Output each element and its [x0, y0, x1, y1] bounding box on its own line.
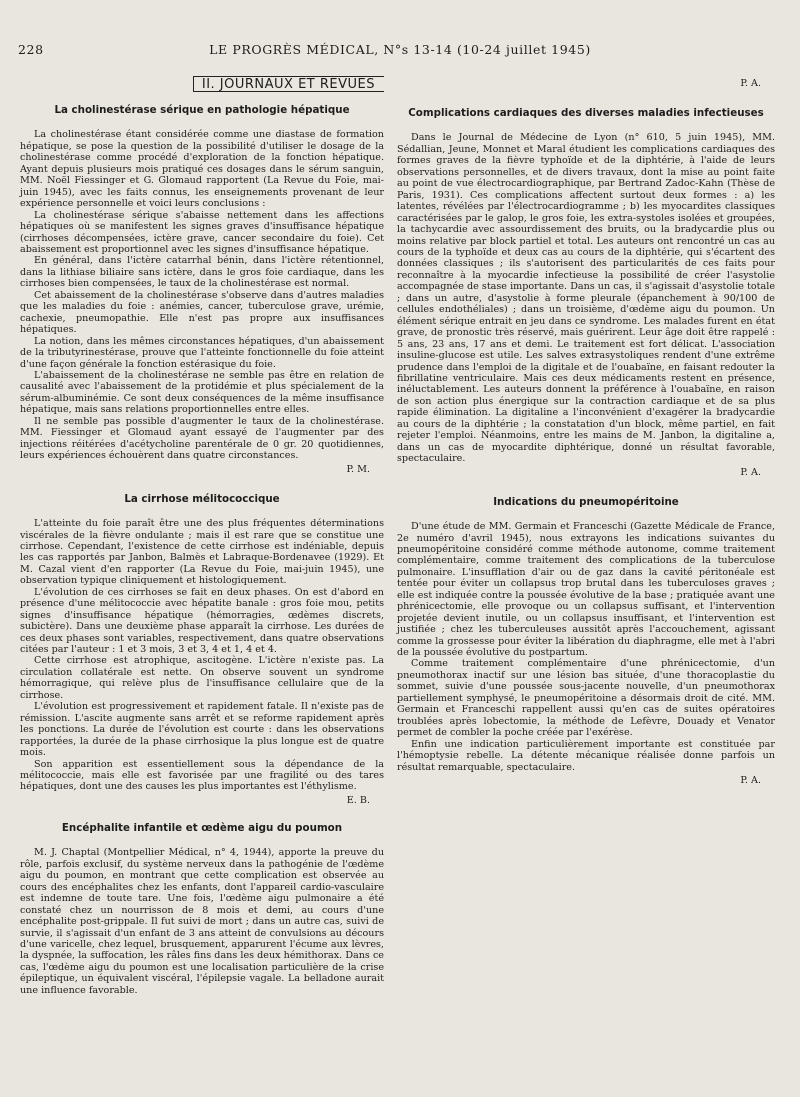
- article-complications-cardiaques: [397, 107, 775, 478]
- paragraph: La cholinestérase sérique s'abaisse nettement dans les affections hépatiques où se manifestent les signes graves d'insuffisance hépatique (cirrhoses décompensées, ictère grave, cancer secondaire du foie). Cet abaissement est proportionnel avec les signes d'insuffisance hépatique.: [20, 209, 384, 255]
- paragraph: Cet abaissement de la cholinestérase s'observe dans d'autres maladies que les maladies du foie : anémies, cancer, tuberculose grave, urémie, cachexie, pneumopathie. Elle n'est pas propre aux insuffisances hépatiques.: [20, 289, 384, 336]
- paragraph: Cette cirrhose est atrophique, ascitogène. L'ictère n'existe pas. La circulation collatérale est nette. On observe souvent un syndrome hémorragique, qui relève plus de l'insuffisance cellulaire que de la cirrhose.: [20, 655, 384, 701]
- article-cholinesterase: [20, 104, 384, 475]
- author-signature: P. A.: [740, 466, 761, 478]
- left-column: [20, 76, 384, 996]
- article-encephalite: [20, 822, 384, 996]
- page-number: 228: [18, 42, 44, 57]
- paragraph: M. J. Chaptal (Montpellier Médical, n° 4, 1944), apporte la preuve du rôle, parfois exclusif, du système nerveux dans la pathogénie de l'œdème aigu du poumon, en montrant que cette complication est observée au cours des encéphalites chez les enfants, dont l'appareil cardio-vasculaire est indemne de toute tare. Une fois, l'œdème aigu pulmonaire a été constaté chez un nourrisson de 8 mois et demi, au cours d'une encéphalite post-grippale. Il fut suivi de mort ; dans un autre cas, suivi de survie, il s'agissait d'un enfant de 3 ans atteint de convulsions au décours d'une varicelle, chez lequel, brusquement, apparurent l'écume aux lèvres, la dyspnée, la suffocation, les râles fins dans les deux hémithorax. Dans ce cas, l'œdème aigu du poumon est une localisation particulière de la crise épileptique, un équivalent viscéral, l'épilepsie vagale. La belladone aurait une influence favorable.: [20, 847, 384, 996]
- article-cirrhose: [20, 493, 384, 806]
- right-column: [397, 76, 775, 786]
- paragraph: La cholinestérase étant considérée comme une diastase de formation hépatique, se pose la question de la possibilité d'utiliser le dosage de la cholinestérase comme procédé d'exploration de la fonction hépatique. Ayant depuis plusieurs mois pratiqué ces dosages dans le sérum sanguin, MM. Noël Fiessinger et G. Glomaud rapportent (La Revue du Foie, mai-juin 1945), avec les faits connus, les enseignements provenant de leur expérience personnelle et voici leurs conclusions :: [20, 129, 384, 210]
- author-signature: P. M.: [346, 463, 370, 475]
- paragraph: Dans le Journal de Médecine de Lyon (n° 610, 5 juin 1945), MM. Sédallian, Jeune, Monnet et Maral étudient les complications cardiaques des formes graves de la fièvre typhoïde et de la diphtérie, à l'aide de leurs observations personnelles, et de divers travaux, dont la mise au point faite au point de vue électrocardiographique, par Bertrand Zadoc-Kahn (Thèse de Paris, 1931). Ces complications affectent surtout deux formes : a) les latentes, révélées par l'électrocardiogramme ; b) les myocardites classiques caractérisées par le galop, le gros foie, les extra-systoles isolées et groupées, la tachycardie avec assourdissement des bruits, ou la bradycardie plus ou moins relative par block partiel et total. Les auteurs ont rencontré un cas au cours de la typhoïde et deux cas au cours de la diphtérie, qui s'écartent des données classiques ; ils s'autorisent des particularités de ces faits pour reconnaître à la myocardie infectieuse la possibilité de créer l'asystolie accompagnée de stase importante. Dans un cas, il s'agissait d'asystolie totale ; dans un autre, d'asystolie à forme pleurale (épanchement à 90/100 de cellules endothéliales) ; dans un troisième, d'œdème aigu du poumon. Un élément sérique entrait en jeu dans ce syndrome. Les malades furent en état grave, de pronostic très réservé, mais guérirent. Leur âge doit être rappelé : 5 ans, 23 ans, 17 ans et demi. Le traitement est fort délicat. L'association insuline-glucose est utile. Les salves extrasystoliques rendent d'une extrême prudence dans l'emploi de la digitale et de l'ouabaïne, en faisant redouter la fibrillatine ventriculaire. Mais ces deux médicaments restent en présence, inéluctablement. Les auteurs donnent la préférence à l'ouabaïne, en raison de son action plus énergique sur la contraction cardiaque et de sa plus rapide élimination. La digitaline a l'inconvénient d'exagérer la bradycardie au cours de la diphtérie ; la constatation d'un block, même partiel, en fait rejeter l'emploi. Néanmoins, entre les mains de M. Janbon, la digitaline a, dans un cas de myocardite diphtérique, donné un résultat favorable, spectaculaire.: [397, 132, 775, 465]
- paragraph: Comme traitement complémentaire d'une phrénicectomie, d'un pneumothorax inactif sur une lésion bas située, d'une thoracoplastie du sommet, suivie d'une poussée sous-jacente nouvelle, d'un pneumothorax partiellement symphysé, le pneumopéritoine a désormais droit de cité. MM. Germain et Franceschi rappellent aussi qu'en cas de suites opératoires troublées après lobectomie, la méthode de Lefèvre, Douady et Venator permet de combler la poche créée par l'exérèse.: [397, 658, 775, 739]
- article-title: Indications du pneumopéritoine: [493, 496, 679, 509]
- running-title: LE PROGRÈS MÉDICAL, N°s 13-14 (10-24 juillet 1945): [209, 42, 591, 57]
- paragraph: Son apparition est essentiellement sous la dépendance de la mélitococcie, mais elle est favorisée par une fragilité ou des tares hépatiques, dont une des causes les plus importantes est l'éthylisme.: [20, 758, 384, 793]
- author-signature: P. A.: [740, 775, 761, 787]
- section-heading: II. JOURNAUX ET REVUES: [193, 76, 384, 92]
- article-title: Complications cardiaques des diverses maladies infectieuses: [408, 107, 764, 120]
- paragraph: Il ne semble pas possible d'augmenter le taux de la cholinestérase. MM. Fiessinger et Glomaud ayant essayé de l'augmenter par des injections réitérées d'acétycholine parentérale de 0 gr. 20 quotidiennes, leurs expériences échouèrent dans quatre circonstances.: [20, 415, 384, 462]
- paragraph: L'évolution est progressivement et rapidement fatale. Il n'existe pas de rémission. L'ascite augmente sans arrêt et se reforme rapidement après les ponctions. La durée de l'évolution est courte : dans les observations rapportées, la durée de la phase cirrhosique la plus longue est de quatre mois.: [20, 701, 384, 759]
- paragraph: En général, dans l'ictère catarrhal bénin, dans l'ictère rétentionnel, dans la lithiase biliaire sans ictère, dans le gros foie cardiaque, dans les cirrhoses bien compensées, le taux de la cholinestérase est normal.: [20, 255, 384, 290]
- article-title: Encéphalite infantile et œdème aigu du poumon: [61, 822, 343, 835]
- paragraph: D'une étude de MM. Germain et Franceschi (Gazette Médicale de France, 2e numéro d'avril 1945), nous extrayons les indications suivantes du pneumopéritoine considéré comme méthode autonome, comme traitement complémentaire, comme traitement des complications de la tuberculose pulmonaire. L'insufflation d'air ou de gaz dans la cavité péritonéale est tentée pour éviter un collapsus trop brutal dans les tuberculoses graves ; elle est indiquée contre la poussée évolutive de la base ; pratiquée avant une phrénicectomie, elle provoque ou un collapsus suffisant, et l'intervention projetée devient inutile, ou un collapsus insuffisant, et l'intervention est justifiée ; chez les tuberculeuses aussitôt après l'accouchement, agissant comme la grossesse pour éviter la libération du diaphragme, elle met à l'abri de la poussée évolutive du postpartum.: [397, 521, 775, 659]
- running-head: [18, 42, 782, 58]
- paragraph: L'évolution de ces cirrhoses se fait en deux phases. On est d'abord en présence d'une mélitococcie avec hépatite banale : gros foie mou, petits signes d'insuffisance hépatique (hémorragies, œdèmes discrets, subictère). Dans une deuxième phase apparaît la cirrhose. Les durées de ces deux phases sont variables, respectivement, dans quatre observations citées par l'auteur : 1 et 3 mois, 3 et 3, 4 et 1, 4 et 4.: [20, 586, 384, 656]
- article-pneumoperitoine: [397, 496, 775, 786]
- paragraph: Enfin une indication particulièrement importante est constituée par l'hémoptysie rebelle. La détente mécanique réalisée donne parfois un résultat remarquable, spectaculaire.: [397, 738, 775, 773]
- paragraph: L'atteinte du foie paraît être une des plus fréquentes déterminations viscérales de la fièvre ondulante ; mais il est rare que se constitue une cirrhose. Cependant, l'existence de cette cirrhose est indéniable, depuis les cas rapportés par Janbon, Balmès et Labraque-Bordenavee (1929). Et M. Cazal vient d'en rapporter (La Revue du Foie, mai-juin 1945), une observation typique cliniquement et histologiquement.: [20, 518, 384, 587]
- paragraph: L'abaissement de la cholinestérase ne semble pas être en relation de causalité avec l'abaissement de la protidémie et plus spécialement de la sérum-albuminémie. Ce sont deux conséquences de la même insuffisance hépatique, mais sans relations proportionnelles entre elles.: [20, 369, 384, 416]
- author-signature: P. A.: [740, 78, 761, 89]
- paragraph: La notion, dans les mêmes circonstances hépatiques, d'un abaissement de la tributyrinestérase, prouve que l'atteinte fonctionnelle du foie atteint d'une façon générale la fonction estérasique du foie.: [20, 335, 384, 370]
- article-title: La cholinestérase sérique en pathologie hépatique: [54, 104, 350, 117]
- author-signature: E. B.: [346, 794, 370, 806]
- article-title: La cirrhose mélitococcique: [124, 493, 280, 506]
